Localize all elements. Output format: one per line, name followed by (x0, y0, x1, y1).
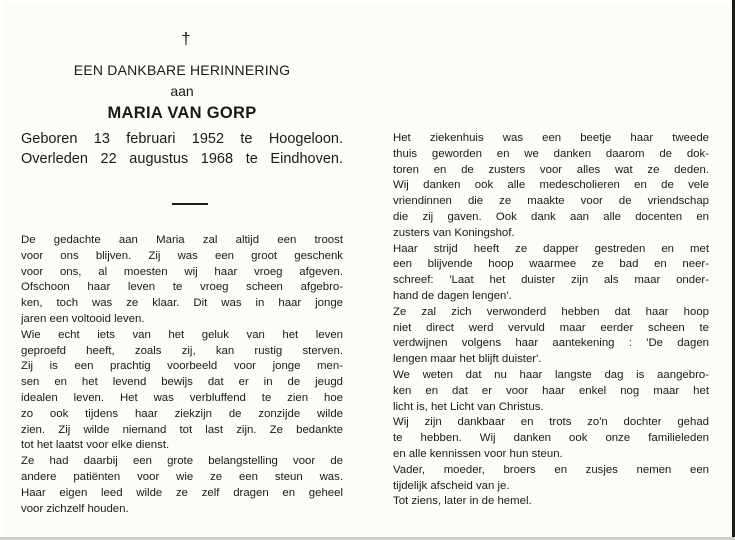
text-line: licht is, het Licht van Christus. (393, 400, 544, 413)
text-line: lengen maar het blijft duister'. (393, 353, 542, 366)
text-line: idealen leven. Het was verbluffend te zien hoe (21, 391, 343, 404)
text-line: geproefd heeft, zoals zij, kan rustig sterven. (21, 344, 343, 357)
text-line: tot het laatst voor elke dienst. (21, 439, 170, 452)
text-line: ken en dat er voor haar enkel nog maar het (393, 384, 709, 397)
birth-line: Geboren 13 februari 1952 te Hoogeloon. (21, 131, 343, 147)
text-line: zusters van Koningshof. (393, 226, 515, 239)
text-line: ken, toch was ze klaar. Dit was in haar jonge (21, 297, 343, 310)
separator-rule (172, 203, 208, 205)
text-line: Ze zal zich verwonderd hebben dat haar hoop (393, 305, 709, 318)
text-line: Tot ziens, later in de hemel. (393, 495, 532, 508)
left-body-text (21, 233, 343, 517)
text-line: niet direct werd vervuld maar eerder scheen te (393, 321, 709, 334)
card-heading: EEN DANKBARE HERINNERING (73, 62, 291, 78)
text-line: Zij is een prachtig voorbeeld voor jonge men- (21, 360, 343, 373)
text-line: hand de dagen lengen'. (393, 289, 512, 302)
text-line: zien. Zij wilde niemand tot last zijn. Ze bedankte (21, 423, 343, 436)
heading-aan: aan (170, 83, 194, 99)
death-line: Overleden 22 augustus 1968 te Eindhoven. (21, 151, 343, 167)
text-line: jaren een voltooid leven. (21, 312, 145, 325)
left-column (21, 29, 343, 517)
text-line: een blijvende hoop waarmee ze bad en neer- (393, 258, 709, 271)
text-line: We weten dat nu haar langste dag is aangebro- (393, 368, 709, 381)
text-line: Ofschoon haar leven te vroeg scheen afgebro- (21, 281, 343, 294)
text-line: De gedachte aan Maria zal altijd een troost (21, 234, 343, 246)
text-line: te hebben. Wij danken ook onze familieleden (393, 432, 709, 445)
text-line: Wie echt iets van het geluk van het leven (21, 328, 343, 341)
text-line: vriendinnen die ze maakte voor de vriendschap (393, 195, 709, 208)
text-line: Wij danken ook alle medescholieren en de vele (393, 179, 709, 192)
text-line: Wij zijn dankbaar en trots zo'n dochter gehad (393, 416, 709, 429)
text-line: voor ons blijven. Zij was een groot geschenk (21, 249, 343, 262)
text-line: Ze had daarbij een grote belangstelling voor de (21, 455, 343, 468)
text-line: Het ziekenhuis was een beetje haar tweede (393, 132, 709, 144)
text-line: toren en de zusters voor alles wat ze deden. (393, 163, 709, 176)
text-line: Vader, moeder, broers en zusjes nemen een (393, 463, 709, 476)
text-line: en alle kennissen voor hun steun. (393, 447, 563, 460)
text-line: schreef: 'Laat het duister zijn als maar onder- (393, 274, 709, 287)
text-line: thuis geworden en we danken daarom de dok- (393, 147, 709, 160)
text-line: sen en het levend bewijs dat er in de jeugd (21, 376, 343, 389)
memorial-card (3, 3, 730, 536)
text-line: die zij gaven. Ook dank aan alle docenten en (393, 210, 709, 223)
text-line: Haar strijd heeft ze dapper gestreden en met (393, 242, 709, 255)
right-body-text (393, 131, 709, 510)
text-line: voor ons, al moesten wij haar vroeg afgeven. (21, 265, 343, 278)
text-line: tijdelijk afscheid van je. (393, 479, 510, 492)
text-line: Haar eigen leed wilde ze zelf dragen en geheel (21, 486, 343, 499)
deceased-name: MARIA VAN GORP (107, 104, 257, 122)
cross-icon: † (181, 29, 191, 48)
text-line: andere patiënten voor wie ze een steun was. (21, 470, 343, 483)
text-line: verdwijnen volgens haar aantekening : 'De dagen (393, 337, 709, 350)
text-line: voor zichzelf houden. (21, 502, 129, 515)
text-line: zo ook tijdens haar ziekzijn de zonzijde wilde (21, 407, 343, 420)
life-dates (21, 129, 343, 169)
